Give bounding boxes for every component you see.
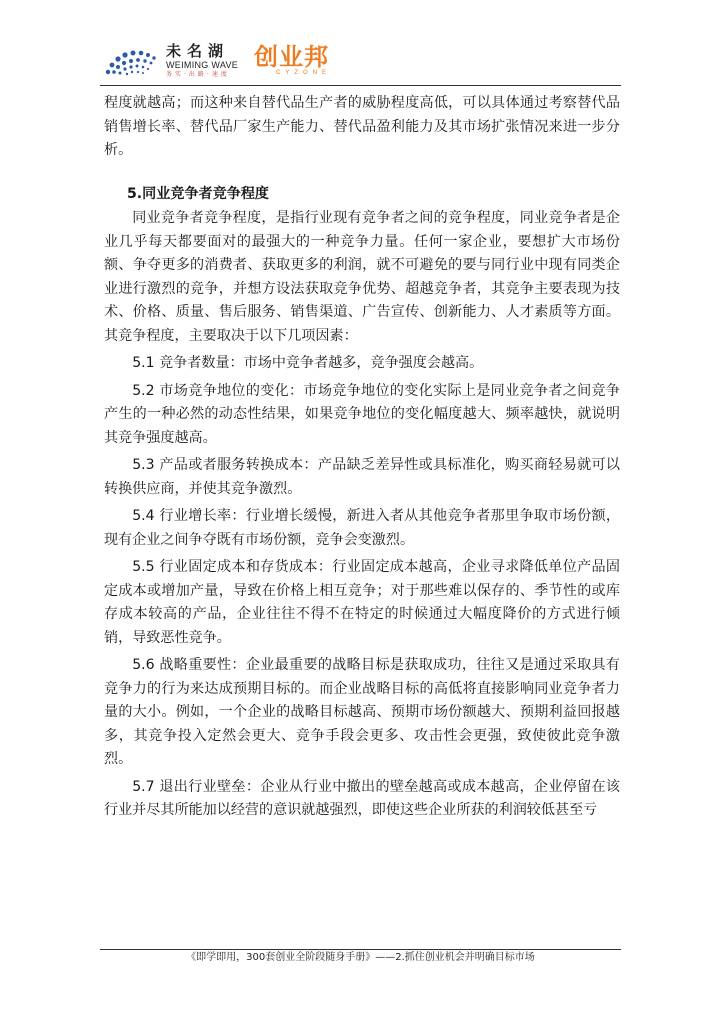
page-header (100, 38, 620, 84)
logo-swirl-icon (100, 38, 162, 84)
section-intro-paragraph: 同业竞争者竞争程度，是指行业现有竞争者之间的竞争程度，同业竞争者是企业几乎每天都要面对的最强大的一种竞争力量。任何一家企业，要想扩大市场份额、争夺更多的消费者、获取更多的利润，就不可避免的要与同行业中现有同类企业进行激烈的竞争，并想方设法获取竞争优势、超越竞争者，其竞争主要表现为技术、价格、质量、售后服务、销售渠道、广告宣传、创新能力、人才素质等方面。其竞争程度，主要取决于以下几项因素： (104, 210, 620, 344)
factor-paragraph-5-6: 5.6 战略重要性：企业最重要的战略目标是获取成功，往往又是通过采取具有竞争力的行为来达成预期目标的。而企业战略目标的高低将直接影响同业竞争者力量的大小。例如，一个企业的战略目标越高、预期市场份额越大、预期利益回报越多，其竞争投入定然会更大、竞争手段会更多、攻击性会更强，致使彼此竞争激烈。 (104, 657, 620, 767)
factor-paragraph-5-7: 5.7 退出行业壁垒：企业从行业中撤出的壁垒越高或成本越高，企业停留在该行业并尽其所能加以经营的意识就越强烈，即使这些企业所获的利润较低甚至亏 (104, 778, 620, 818)
intro-paragraph: 程度就越高；而这种来自替代品生产者的威胁程度高低，可以具体通过考察替代品销售增长率、替代品厂家生产能力、替代品盈利能力及其市场扩张情况来进一步分析。 (104, 95, 620, 158)
logo-english-name: WEIMING WAVE (166, 60, 239, 70)
brand-chinese-name: 创业邦 (254, 43, 329, 71)
factor-paragraph-5-3: 5.3 产品或者服务转换成本：产品缺乏差异性或具标准化，购买商轻易就可以转换供应商，并使其竞争激烈。 (104, 457, 620, 497)
factor-paragraph-5-2: 5.2 市场竞争地位的变化：市场竞争地位的变化实际上是同业竞争者之间竞争产生的一种必然的动态性结果，如果竞争地位的变化幅度越大、频率越快，就说明其竞争强度越高。 (104, 382, 620, 446)
brand-english-name: CYZONE (276, 70, 332, 76)
page-footer: 《即学即用，300套创业全阶段随身手册》——2.抓住创业机会并明确目标市场 (186, 952, 535, 963)
footer-divider (100, 949, 621, 950)
section-title: 5.同业竞争者竞争程度 (127, 185, 270, 202)
factor-paragraph-5-1: 5.1 竞争者数量：市场中竞争者越多，竞争强度会越高。 (132, 355, 484, 371)
cyzone-brand (254, 44, 331, 77)
factor-paragraph-5-5: 5.5 行业固定成本和存货成本：行业固定成本越高，企业寻求降低单位产品固定成本或增加产量，导致在价格上相互竞争；对于那些难以保存的、季节性的或库存成本较高的产品，企业往往不得不在特定的时候通过大幅度降价的方式进行倾销，导致恶性竞争。 (104, 559, 620, 646)
logo-wordmark (166, 42, 238, 79)
header-divider (100, 85, 621, 86)
factor-paragraph-5-4: 5.4 行业增长率：行业增长缓慢，新进入者从其他竞争者那里争取市场份额，现有企业之间争夺既有市场份额，竞争会变激烈。 (104, 508, 620, 548)
logo-chinese-name: 未名湖 (166, 42, 230, 60)
logo-slogan: 务实·出路·速度 (166, 71, 230, 78)
page-body (104, 92, 620, 823)
